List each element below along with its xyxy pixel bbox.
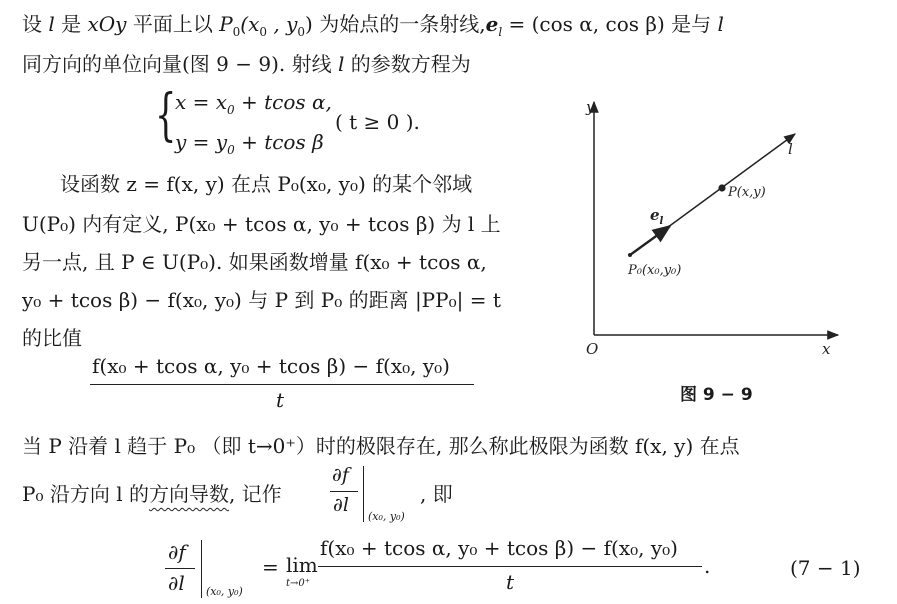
para2-line-3: 另一点, 且 P ∈ U(P₀). 如果函数增量 f(x₀ + tcos α, [22, 250, 487, 274]
eq-lim-subscript: t→0⁺ [286, 578, 311, 589]
eq-equals: = [262, 555, 279, 579]
eq-partial-bar [165, 568, 195, 569]
eq-period: . [704, 554, 711, 578]
ratio-denominator: t [276, 388, 285, 412]
text-line-1: 设 l 是 xOy 平面上以 $P_0(x_0$ , $y_0$) 为始点的一条射线$,e_l = (\cos$ α, cos β) 是与 l [22, 12, 724, 39]
inline-partial-bar [330, 491, 358, 492]
eq-lim: lim [286, 553, 318, 577]
eq-partial-numerator: ∂f [168, 540, 186, 564]
para2-line-2: U(P₀) 内有定义, P(x₀ + tcos α, y₀ + tcos β) 为 l 上 [22, 212, 501, 236]
para3-line-1: 当 P 沿着 l 趋于 P₀ （即 t→0⁺）时的极限存在, 那么称此极限为函数 f(x, y) 在点 [22, 434, 740, 458]
eq-fraction-bar [318, 566, 702, 567]
x-axis-label: x [822, 340, 831, 358]
term-directional-derivative: 方向导数 [148, 482, 229, 506]
param-row-y: $y = y_0 + tcos$ β [175, 130, 324, 157]
eq-numerator: f(x₀ + tcos α, y₀ + tcos β) − f(x₀, y₀) [320, 536, 678, 560]
eq-eval-point: (x₀, y₀) [206, 585, 243, 598]
param-condition: ( t ≥ 0 ). [335, 110, 420, 134]
eq-denominator: t [506, 570, 515, 594]
para2-line-1: 设函数 z = f(x, y) 在点 P₀(x₀, y₀) 的某个邻域 [60, 172, 473, 196]
figure-9-9 [570, 90, 870, 360]
para2-line-4: y₀ + tcos β) − f(x₀, y₀) 与 P 到 P₀ 的距离 |PP₀| = t [22, 288, 501, 312]
para2-line-5: 的比值 [22, 326, 82, 350]
vector-label: $e_l$ [650, 206, 664, 227]
y-axis-label: y [586, 98, 595, 116]
inline-partial-numerator: ∂f [332, 464, 349, 486]
figure-caption: 图 9 − 9 [680, 385, 753, 405]
point-P0 [628, 253, 632, 257]
eq-partial-denominator: ∂l [168, 571, 185, 595]
ratio-fraction-bar [90, 384, 474, 385]
left-brace: { [155, 83, 177, 148]
inline-eval-bar [363, 466, 364, 522]
unit-vector-arrow [630, 226, 670, 255]
para3-line-2: P₀ 沿方向 l 的方向导数, 记作 [22, 482, 282, 506]
origin-label: O [586, 340, 599, 358]
inline-partial-denominator: ∂l [333, 494, 349, 516]
inline-eval-point: (x₀, y₀) [368, 510, 405, 523]
ratio-numerator: f(x₀ + tcos α, y₀ + tcos β) − f(x₀, y₀) [92, 354, 450, 378]
point-P [718, 184, 725, 191]
text-line-2: 同方向的单位向量(图 9 − 9). 射线 l 的参数方程为 [22, 52, 471, 76]
eq-number-label: (7 − 1) [790, 556, 861, 580]
line-l-label: l [788, 140, 793, 158]
point-P0-label: P₀(x₀,y₀) [628, 263, 682, 278]
inline-tail: , 即 [420, 482, 453, 506]
point-P-label: P(x,y) [728, 185, 766, 200]
param-row-x: $x = x_0 + tcos$ α, [175, 90, 332, 117]
eq-eval-bar [201, 540, 202, 598]
